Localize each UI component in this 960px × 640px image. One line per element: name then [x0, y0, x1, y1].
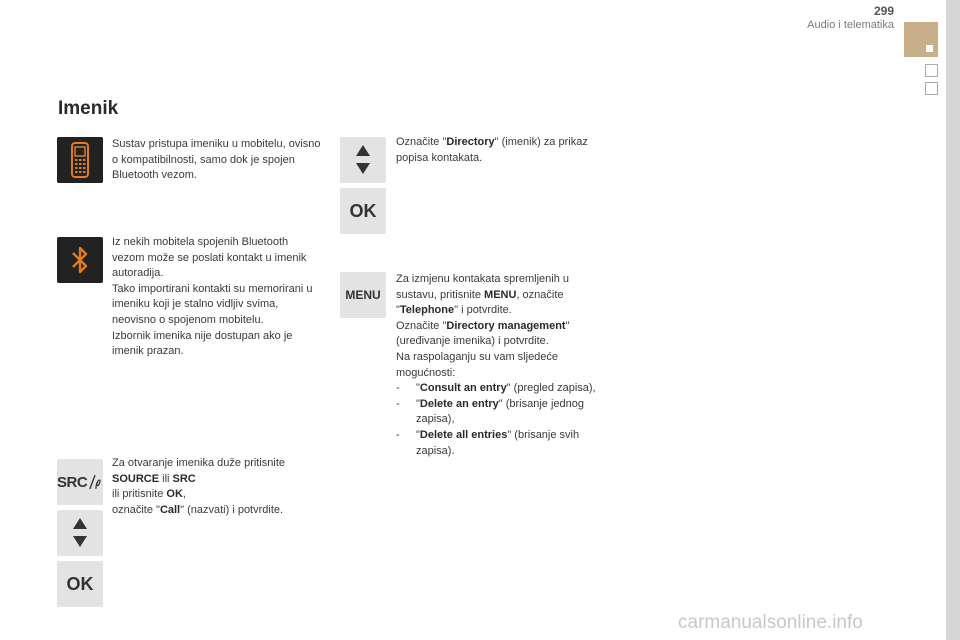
ok-button-2[interactable]: OK	[340, 188, 386, 234]
text-fragment: ili pritisnite	[112, 488, 167, 501]
delete-all-option: Delete all entries	[419, 428, 508, 441]
bullet-dash: -	[396, 382, 400, 395]
nav-square-2	[925, 82, 938, 95]
text-fragment: " (uređivanje imenika) i potvrdite.	[396, 319, 570, 348]
page-title: Imenik	[58, 98, 119, 119]
page-edge-bar	[946, 0, 960, 640]
src-button-icon[interactable]: SRC	[57, 459, 103, 505]
consult-entry-option: Consult an entry	[419, 382, 507, 395]
list-item	[396, 381, 606, 397]
text-fragment: "	[416, 428, 420, 441]
text-fragment: Označite "	[396, 319, 447, 332]
telephone-option: Telephone	[399, 304, 455, 317]
section-tab	[904, 22, 938, 57]
bullet-dash: -	[396, 428, 400, 441]
p-send-contact: Iz nekih mobitela spojenih Bluetooth vezom može se poslati kontakt u imenik autoradija.	[112, 236, 307, 280]
mobile-phone-icon	[57, 137, 103, 183]
text-fragment: Za otvaranje imenika duže pritisnite	[112, 457, 286, 469]
directory-option: Directory	[446, 136, 495, 148]
text-fragment: " (pregled zapisa),	[506, 382, 596, 395]
intro-text	[112, 137, 322, 184]
text-fragment: Za izmjenu kontakata spremljenih u sustavu, pritisnite	[396, 273, 570, 301]
directory-text	[396, 135, 606, 166]
ok-button-1[interactable]: OK	[57, 561, 103, 607]
bullet-dash: -	[396, 397, 400, 410]
page-number: 299	[873, 4, 894, 18]
arrow-up-icon	[73, 518, 87, 529]
up-down-arrows-button-1[interactable]	[57, 510, 103, 556]
list-item	[396, 428, 606, 459]
p-access: Sustav pristupa imeniku u mobitelu, ovisno o kompatibilnosti, samo dok je spojen Bluetooth vezom.	[112, 138, 321, 182]
text-fragment: Označite "	[396, 136, 447, 148]
text-fragment: " (brisanje jednog zapisa),	[416, 397, 585, 426]
ok-key: OK	[166, 488, 183, 501]
import-text	[112, 235, 322, 360]
text-fragment: " (brisanje svih zapisa).	[416, 428, 580, 457]
text-fragment: označite "	[112, 503, 160, 516]
arrow-up-icon	[356, 145, 370, 156]
manage-text	[396, 272, 606, 459]
text-fragment: "	[416, 397, 420, 410]
text-fragment: , označite "	[396, 288, 564, 317]
text-fragment: " (imenik) za prikaz popisa kontakata.	[396, 136, 588, 164]
nav-square-1	[925, 64, 938, 77]
src-key: SRC	[172, 472, 196, 485]
text-fragment: " i potvrdite.	[454, 304, 512, 317]
directory-management-option: Directory management	[446, 319, 566, 332]
delete-entry-option: Delete an entry	[419, 397, 499, 410]
section-title: Audio i telematika	[807, 19, 894, 31]
call-option: Call	[159, 503, 181, 516]
p-imported: Tako importirani kontakti su memorirani u imeniku koji je stalno vidljiv svima, neovisno o spojenom mobitelu.	[112, 282, 313, 326]
source-key: SOURCE	[112, 472, 160, 485]
list-item	[396, 397, 606, 428]
menu-button[interactable]: MENU	[340, 272, 386, 318]
bluetooth-icon	[57, 237, 103, 283]
text-fragment: "	[416, 382, 420, 395]
p-empty: Izbornik imenika nije dostupan ako je imenik prazan.	[112, 329, 293, 358]
open-directory-text	[112, 456, 322, 518]
options-intro: Na raspolaganju su vam sljedeće mogućnosti:	[396, 350, 559, 379]
text-fragment: ,	[182, 488, 186, 501]
menu-key: MENU	[484, 288, 517, 301]
text-fragment: ili	[159, 472, 173, 485]
up-down-arrows-button-2[interactable]	[340, 137, 386, 183]
arrow-down-icon	[73, 536, 87, 547]
watermark-footer: carmanualsonline.info	[678, 612, 863, 633]
arrow-down-icon	[356, 163, 370, 174]
text-fragment: " (nazvati) i potvrdite.	[180, 503, 284, 516]
